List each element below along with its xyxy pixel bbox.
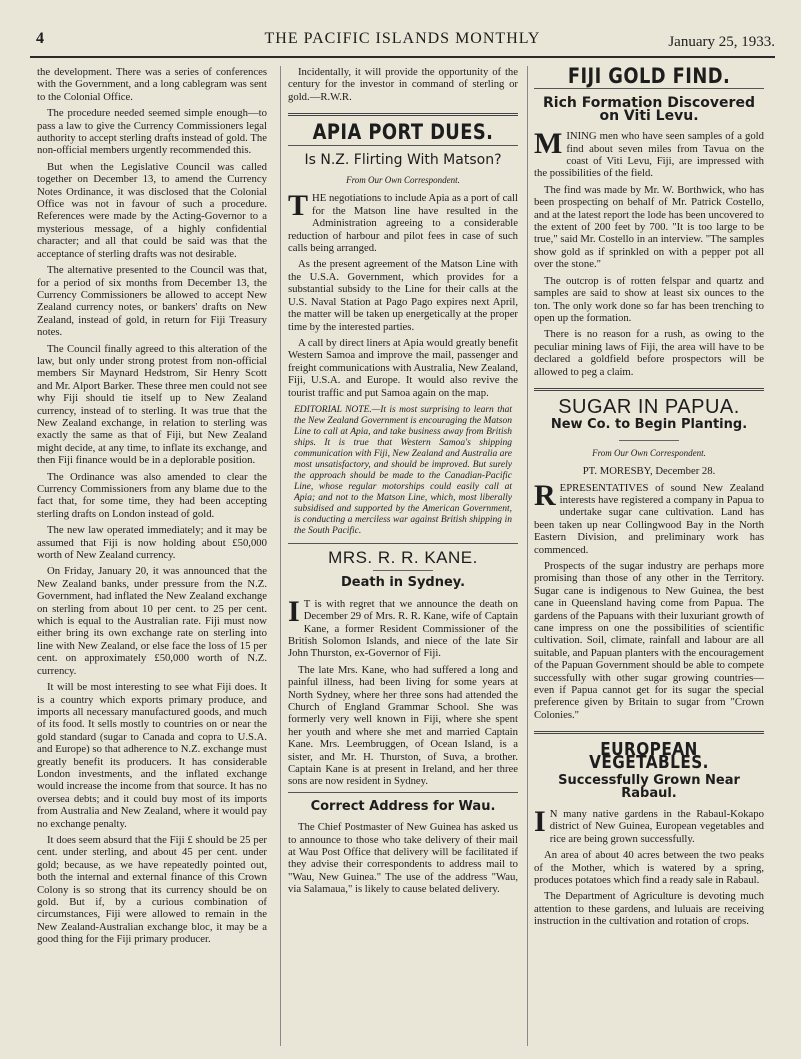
section-divider bbox=[288, 792, 518, 793]
column-3 bbox=[534, 66, 764, 932]
sugar-headline: SUGAR IN PAPUA. bbox=[558, 395, 740, 418]
headline-rule bbox=[534, 88, 764, 89]
article-paragraph: The new law operated immediately; and it may be assumed that Fiji is now holding about £50,000 worth of New Zealand currency. bbox=[37, 524, 267, 562]
article-paragraph: the development. There was a series of conferences with the Government, and a long cablegram was sent to the Colonial Office. bbox=[37, 66, 267, 103]
article-paragraph: It does seem absurd that the Fiji £ should be 25 per cent. under sterling, and about 45 per cent. under gold; because, as we have repeatedly pointed out, both the internal and external finance of this Crown Colony is so strong that its currency should be on gold. But if, by a curious combination of circumstances, Fiji were allowed to remain in the New Zealand-Australian exchange bloc, it may be a good thing for the Fiji primary producer. bbox=[37, 833, 267, 946]
article-paragraph: A call by direct liners at Apia would greatly benefit Western Samoa and improve the mail, passenger and freight communications with Australia, New Zealand, Fiji, U.S.A. and Europe. It would also revive the tourist traffic and put Samoa again on the map. bbox=[288, 336, 519, 399]
column-rule bbox=[280, 66, 281, 1046]
veg-headline: EUROPEAN VEGETABLES. bbox=[589, 739, 709, 773]
article-paragraph: The outcrop is of rotten felspar and quartz and samples are said to show at least six ounces to the ton. The only work done so far has been trenching to open up the formation. bbox=[534, 274, 764, 324]
article-paragraph: REPRESENTATIVES of sound New Zealand interests have registered a company in Papua to undertake sugar cane cultivation. Land has been taken up near Collingwood Bay in the North Eastern Division, and preliminary work has commenced. bbox=[534, 478, 764, 556]
article-paragraph: I N many native gardens in the Rabaul-Kokapo district of New Guinea, European vegetables and rice are being grown successfully. bbox=[534, 804, 764, 845]
section-divider bbox=[288, 113, 518, 116]
wau-headline: Correct Address for Wau. bbox=[310, 798, 496, 814]
apia-subhead: Is N.Z. Flirting With Matson? bbox=[304, 151, 502, 168]
headline-rule bbox=[288, 145, 518, 146]
kane-subhead: Death in Sydney. bbox=[340, 575, 466, 591]
article-paragraph: As the present agreement of the Matson Line with the U.S.A. Government, which provides for a substantial subsidy to the Line for their calls at the U.S. Naval Station at Pago Pago expires next April, the matter will be taken up energetically at the proper time by the interested parties. bbox=[288, 258, 518, 333]
article-paragraph: The alternative presented to the Council was that, for a period of six months from December 13, the Currency Commissioners be allowed to accept New Zealand currency notes, or bankers' drafts on New Zealand, instead of gold, in return for Fiji Treasury notes. bbox=[37, 264, 267, 339]
apia-headline: APIA PORT DUES. bbox=[312, 120, 494, 145]
drop-cap: T bbox=[288, 189, 309, 223]
drop-cap: M bbox=[534, 127, 563, 161]
article-paragraph: The Council finally agreed to this alteration of the law, but only under strong protest from non-official members Sir Maynard Hedstrom, Sir Henry Scott and Mr. Alport Barker. These three men could not see why Fiji should tie itself up to New Zealand currency, instead of to sterling. It was true that the New Zealand exchange, in relation to sterling was exactly the same as that of Fiji, but New Zealand might decide, at any time, to inflate its exchange, and then Fiji finance would be in a deplorable position. bbox=[37, 342, 267, 467]
column-rule bbox=[527, 66, 528, 1046]
page-number: 4 bbox=[36, 30, 44, 47]
section-divider bbox=[534, 388, 764, 391]
masthead: THE PACIFIC ISLANDS MONTHLY bbox=[264, 30, 541, 47]
page-header bbox=[30, 28, 775, 58]
article-paragraph: The Department of Agriculture is devoting much attention to these gardens, and luluais are receiving instruction in the cultivation and rotation of crops. bbox=[534, 890, 764, 928]
section-divider bbox=[534, 731, 764, 734]
apia-byline: From Our Own Correspondent. bbox=[346, 175, 460, 186]
article-paragraph: On Friday, January 20, it was announced that the New Zealand banks, under pressure from the N.Z. Government, had inflated the New Zealand exchange on sterling from about 10 per cent. to 25 per cent. which is equal to the Australian rate. Fiji must now either bring its own exchange rate on sterling into line with New Zealand, or else face the loss of 15 per cent. on approximately £50,000 worth of N.Z. currency. bbox=[37, 565, 267, 677]
article-paragraph: The Chief Postmaster of New Guinea has asked us to announce to those who take delivery of their mail at Wau Post Office that delivery will be facilitated if they advise their correspondents to address mail to "Wau, New Guinea." The use of the address "Wau, via Salamaua," is likely to cause belated delivery. bbox=[288, 821, 518, 896]
sugar-subhead: New Co. to Begin Planting. bbox=[550, 417, 748, 433]
kane-headline: MRS. R. R. KANE. bbox=[328, 547, 478, 567]
article-paragraph: But when the Legislative Council was called together on December 13, to amend the Currency Notes Ordinance, it was disclosed that the Colonial Office was not in favour of such a procedure. References were made by the Acting-Governor to a mysterious message, of a highly confidential character; and all that could be said was that the acceptance of sterling drafts was not desirable. bbox=[37, 160, 267, 260]
article-paragraph: The Ordinance was also amended to clear the Currency Commissioners from any blame due to the fact that, for some time, they had been accepting sterling drafts on London instead of gold. bbox=[37, 470, 267, 520]
drop-cap: I bbox=[534, 804, 546, 838]
gold-headline: FIJI GOLD FIND. bbox=[567, 64, 731, 88]
drop-cap: R bbox=[534, 478, 556, 512]
sugar-dateline: PT. MORESBY, December 28. bbox=[582, 465, 716, 478]
article-paragraph: I T is with regret that we announce the death on December 29 of Mrs. R. R. Kane, wife of Captain Kane, a former Resident Commissioner of the British Solomon Islands, and niece of the late Sir John Thurston, ex-Governor of Fiji. bbox=[288, 594, 518, 660]
gold-subhead: Rich Formation Discovered on Viti Levu. bbox=[543, 95, 755, 124]
article-paragraph: There is no reason for a rush, as owing to the peculiar mining laws of Fiji, the area will have to be declared a goldfield before prospectors will be allowed to peg a claim. bbox=[534, 328, 764, 378]
article-paragraph: THE negotiations to include Apia as a port of call for the Matson line have resulted in the Administration agreeing to a considerable reduction of harbour and pilot fees in case of such calls being arranged. bbox=[288, 189, 518, 255]
article-paragraph: Prospects of the sugar industry are perhaps more promising than those of any other in the Territory. Sugar cane is indigenous to New Guinea, the best cane in Queensland having come from Papua. The gardens of the Papuans with their luxuriant growth of cane impress on one the possibilities of scientific cultivation. Soil, climate, rainfall and labour are all suitable, and Papuan planters with the encouragement of the Papuan Government should be able to compete successfully with other sugar growing countries—even if Papua cannot get for its sugar the special preference given by Britain to sugar from "Crown Colonies." bbox=[534, 560, 765, 721]
article-paragraph: The procedure needed seemed simple enough—to pass a law to give the Currency Commissioners legal authority to accept sterling drafts instead of gold. The non-official members urgently recommended this. bbox=[37, 107, 267, 157]
issue-date: January 25, 1933. bbox=[668, 34, 775, 50]
article-paragraph: The find was made by Mr. W. Borthwick, who has been prospecting on behalf of Mr. Patrick Costello, and at the latest report the lode has been uncovered to the extent of 200 feet by 700. "It is too large to be true," said Mr. Costello in an interview. "The samples show gold as if sprinkled on with a pepper pot all over the stone." bbox=[534, 183, 764, 271]
veg-subhead: Successfully Grown Near Rabaul. bbox=[558, 773, 740, 801]
headline-rule bbox=[373, 570, 433, 571]
sugar-byline: From Our Own Correspondent. bbox=[592, 447, 706, 458]
article-paragraph: Incidentally, it will provide the opportunity of the century for the investor in command of sterling or gold.—R.W.R. bbox=[288, 66, 518, 103]
column-2 bbox=[288, 66, 518, 900]
column-1 bbox=[37, 66, 267, 950]
editorial-note: EDITORIAL NOTE.—It is most surprising to learn that the New Zealand Government is encouraging the Matson Line to call at Apia, and take business away from British ships. It is true that Western Samoa's shipping communication with Fiji, New Zealand and Australia are most unsatisfactory, and should be improved. But surely the approach should be made to the Canadian-Pacific Line, whose regular motorships could easily call at Apia; and not to the Matson Line, which, most liberally subsidised and supported by the American Government, is conducting a merciless war against British shipping in the South Pacific. bbox=[294, 404, 512, 536]
drop-cap: I bbox=[288, 594, 300, 628]
article-paragraph: It will be most interesting to see what Fiji does. It is a country which exports primary produce, and imports all necessary manufactured goods, and much of its food. It sells mostly to countries on or near the gold standard (sugar to Canada and copra to U.S.A. and Europe) so that adherence to N.Z. exchange must greatly benefit its producers. It has considerable London investments, and the inflated exchange would increase the income from that source. It has no oversea debts; and it could buy most of its imports from Australia and New Zealand, where it would pay no exchange penalty. bbox=[37, 681, 267, 830]
section-divider bbox=[288, 543, 518, 544]
article-paragraph: MINING men who have seen samples of a gold find about seven miles from Tavua on the coast of Viti Levu, Fiji, are impressed with the possibilities of the field. bbox=[534, 127, 764, 180]
headline-rule bbox=[619, 440, 679, 441]
article-paragraph: An area of about 40 acres between the two peaks of the Mother, which is watered by a spring, produces potatoes which find a ready sale in Rabaul. bbox=[534, 849, 764, 886]
article-paragraph: The late Mrs. Kane, who had suffered a long and painful illness, had been living for some years at North Sydney, where her three sons had attended the Church of England Grammar School. She was formerly very well known in Fiji, where she spent her youth and where she met and married Captain Kane. Mrs. Leembruggen, of Ocean Island, is a sister, and Mr. H. Thurston, of Suva, a brother. Captain Kane is at present in Ireland, and her three sons are now resident in Sydney. bbox=[288, 663, 518, 788]
